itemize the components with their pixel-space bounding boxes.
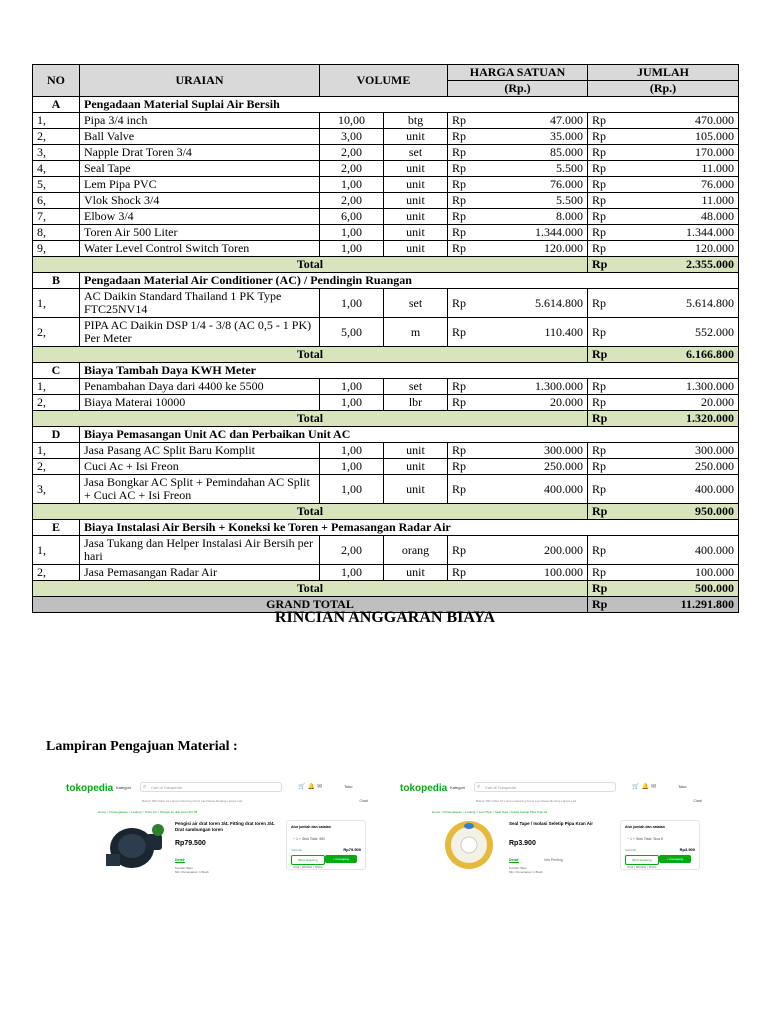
item-unit-price: 85.000: [488, 145, 588, 161]
item-quantity: 1,00: [320, 289, 384, 318]
item-description: Seal Tape: [80, 161, 320, 177]
item-no: 7,: [33, 209, 80, 225]
buy-now-button: Beli Langsung: [291, 855, 325, 865]
tokopedia-logo: tokopedia: [66, 783, 114, 794]
item-quantity: 6,00: [320, 209, 384, 225]
item-total-currency: Rp: [588, 113, 628, 129]
tokopedia-screenshot-2: [396, 778, 708, 874]
item-total: 552.000: [628, 318, 739, 347]
section-total-currency: Rp: [588, 257, 628, 273]
item-unit: unit: [384, 129, 448, 145]
table-row: [33, 209, 739, 225]
grand-total-value: 11.291.800: [628, 597, 739, 613]
product-title: Pengisi air drat toren 3/4. Fitting drat toren 3/4. Drat sambungan toren: [175, 821, 275, 832]
item-unit: unit: [384, 241, 448, 257]
search-placeholder: Cari di Tokopedia: [485, 785, 516, 790]
item-unit: unit: [384, 209, 448, 225]
section-row: [33, 520, 739, 536]
item-price-currency: Rp: [448, 225, 488, 241]
item-unit: unit: [384, 177, 448, 193]
section-title: Biaya Tambah Daya KWH Meter: [80, 363, 739, 379]
item-no: 1,: [33, 379, 80, 395]
meta-condition: Kondisi: Baru: [509, 866, 527, 870]
subtotal-label: Subtotal: [291, 848, 303, 852]
section-row: [33, 273, 739, 289]
item-description: Water Level Control Switch Toren: [80, 241, 320, 257]
item-price-currency: Rp: [448, 536, 488, 565]
item-quantity: 1,00: [320, 241, 384, 257]
product-meta: [175, 866, 209, 874]
section-total-label: Total: [33, 411, 588, 427]
item-total: 400.000: [628, 536, 739, 565]
item-total-currency: Rp: [588, 379, 628, 395]
section-total-currency: Rp: [588, 504, 628, 520]
toko-link: Toko: [678, 784, 687, 789]
item-description: Jasa Bongkar AC Split + Pemindahan AC Split + Cuci AC + Isi Freon: [80, 475, 320, 504]
purchase-panel: [620, 820, 700, 870]
item-total: 48.000: [628, 209, 739, 225]
item-total-currency: Rp: [588, 536, 628, 565]
table-row: [33, 379, 739, 395]
item-description: Cuci Ac + Isi Freon: [80, 459, 320, 475]
item-quantity: 1,00: [320, 565, 384, 581]
item-price-currency: Rp: [448, 475, 488, 504]
section-total-value: 1.320.000: [628, 411, 739, 427]
item-total-currency: Rp: [588, 177, 628, 193]
item-quantity: 1,00: [320, 379, 384, 395]
item-unit-price: 400.000: [488, 475, 588, 504]
item-total-currency: Rp: [588, 318, 628, 347]
item-no: 2,: [33, 395, 80, 411]
add-to-cart-button: + Keranjang: [325, 855, 357, 863]
tokopedia-screenshot-1: [62, 778, 374, 874]
item-price-currency: Rp: [448, 209, 488, 225]
item-total-currency: Rp: [588, 145, 628, 161]
section-title: Pengadaan Material Suplai Air Bersih: [80, 97, 739, 113]
section-row: [33, 427, 739, 443]
panel-footer: Chat | Wishlist | Share: [627, 865, 657, 869]
buy-now-button: Beli Langsung: [625, 855, 659, 865]
table-row: [33, 241, 739, 257]
item-no: 1,: [33, 113, 80, 129]
table-row: [33, 289, 739, 318]
section-code: A: [33, 97, 80, 113]
search-placeholder: Cari di Tokopedia: [151, 785, 182, 790]
item-description: Jasa Pasang AC Split Baru Komplit: [80, 443, 320, 459]
item-quantity: 5,00: [320, 318, 384, 347]
item-unit-price: 20.000: [488, 395, 588, 411]
table-row: [33, 193, 739, 209]
item-total: 105.000: [628, 129, 739, 145]
cart-icon: 🛒: [632, 784, 642, 790]
item-quantity: 1,00: [320, 177, 384, 193]
item-unit-price: 35.000: [488, 129, 588, 145]
item-total: 170.000: [628, 145, 739, 161]
product-image-seal-tape: [436, 818, 502, 870]
tab-info-penting: Info Penting: [544, 858, 563, 862]
item-no: 1,: [33, 536, 80, 565]
item-price-currency: Rp: [448, 289, 488, 318]
item-description: Jasa Tukang dan Helper Instalasi Air Bersih per hari: [80, 536, 320, 565]
item-no: 2,: [33, 459, 80, 475]
item-unit-price: 5.614.800: [488, 289, 588, 318]
item-unit-price: 110.400: [488, 318, 588, 347]
location-label: Ciawi: [359, 799, 368, 803]
kategori-menu: Kategori: [450, 785, 465, 790]
product-image-fitting: [102, 818, 168, 870]
item-unit-price: 1.300.000: [488, 379, 588, 395]
item-unit-price: 76.000: [488, 177, 588, 193]
section-title: Pengadaan Material Air Conditioner (AC) / Pendingin Ruangan: [80, 273, 739, 289]
grand-total-label: GRAND TOTAL: [33, 597, 588, 613]
item-unit: unit: [384, 565, 448, 581]
item-description: Toren Air 500 Liter: [80, 225, 320, 241]
section-total-label: Total: [33, 257, 588, 273]
item-description: PIPA AC Daikin DSP 1/4 - 3/8 (AC 0,5 - 1 PK) Per Meter: [80, 318, 320, 347]
section-total-label: Total: [33, 504, 588, 520]
item-price-currency: Rp: [448, 113, 488, 129]
item-price-currency: Rp: [448, 241, 488, 257]
sub-navigation: Bubuk Tiffin Filter Air Lampu Gantung Kunci Laci Reset Routing Lampu Led: [142, 799, 243, 803]
section-total-row: [33, 581, 739, 597]
section-total-label: Total: [33, 581, 588, 597]
item-total: 5.614.800: [628, 289, 739, 318]
meta-condition: Kondisi: Baru: [175, 866, 193, 870]
item-unit: unit: [384, 225, 448, 241]
panel-title: Atur jumlah dan catatan: [291, 825, 331, 829]
tab-detail: Detail: [509, 858, 519, 862]
table-row: [33, 318, 739, 347]
document-title: RINCIAN ANGGARAN BIAYA: [274, 609, 496, 626]
attachment-label: Lampiran Pengajuan Material :: [46, 739, 238, 754]
section-total-row: [33, 411, 739, 427]
tab-detail: Detail: [175, 858, 185, 862]
header-icons: [632, 783, 658, 790]
item-description: Pipa 3/4 inch: [80, 113, 320, 129]
item-unit-price: 5.500: [488, 161, 588, 177]
item-total: 120.000: [628, 241, 739, 257]
item-description: Lem Pipa PVC: [80, 177, 320, 193]
section-row: [33, 363, 739, 379]
cart-icon: 🛒: [298, 784, 308, 790]
item-no: 9,: [33, 241, 80, 257]
item-total-currency: Rp: [588, 209, 628, 225]
search-icon: ⌕: [143, 784, 147, 790]
header-icons: [298, 783, 324, 790]
item-price-currency: Rp: [448, 565, 488, 581]
item-total-currency: Rp: [588, 129, 628, 145]
item-unit: set: [384, 289, 448, 318]
item-description: Ball Valve: [80, 129, 320, 145]
item-quantity: 2,00: [320, 193, 384, 209]
table-row: [33, 536, 739, 565]
section-total-value: 950.000: [628, 504, 739, 520]
item-unit: lbr: [384, 395, 448, 411]
header-no: NO: [33, 65, 80, 97]
item-no: 6,: [33, 193, 80, 209]
item-quantity: 1,00: [320, 475, 384, 504]
item-unit: unit: [384, 443, 448, 459]
product-price: Rp79.500: [175, 840, 206, 847]
item-quantity: 3,00: [320, 129, 384, 145]
item-unit: unit: [384, 475, 448, 504]
meta-min-order: Min. Pemesanan: 1 Buah: [175, 870, 209, 874]
item-no: 8,: [33, 225, 80, 241]
header-harga-unit: (Rp.): [448, 81, 588, 97]
item-unit-price: 8.000: [488, 209, 588, 225]
item-quantity: 2,00: [320, 536, 384, 565]
search-input: [474, 782, 616, 792]
section-title: Biaya Instalasi Air Bersih + Koneksi ke Toren + Pemasangan Radar Air: [80, 520, 739, 536]
product-price: Rp3.900: [509, 840, 536, 847]
item-unit: unit: [384, 161, 448, 177]
table-row: [33, 443, 739, 459]
budget-table-body: [33, 97, 739, 613]
item-unit-price: 120.000: [488, 241, 588, 257]
item-total-currency: Rp: [588, 193, 628, 209]
item-total: 11.000: [628, 161, 739, 177]
table-row: [33, 459, 739, 475]
item-price-currency: Rp: [448, 145, 488, 161]
mail-icon: ✉: [316, 784, 324, 790]
item-quantity: 10,00: [320, 113, 384, 129]
item-total-currency: Rp: [588, 443, 628, 459]
breadcrumb: Home > Perlengkapan > Ledeng > Toren Air > Pengisi air drat toren 3/4 TB: [98, 810, 198, 814]
item-quantity: 1,00: [320, 459, 384, 475]
table-row: [33, 145, 739, 161]
item-unit: set: [384, 379, 448, 395]
quantity-stepper: − 1 + Stok Total: Sisa 8: [627, 837, 663, 841]
item-unit: m: [384, 318, 448, 347]
item-total: 11.000: [628, 193, 739, 209]
breadcrumb: Home > Perlengkapan > Ledeng > Lem Pipa > Seal Tape / Isolasi Seletip Pipa Kran Air: [432, 810, 548, 814]
section-total-value: 500.000: [628, 581, 739, 597]
item-price-currency: Rp: [448, 395, 488, 411]
table-row: [33, 225, 739, 241]
meta-min-order: Min. Pemesanan: 1 Buah: [509, 870, 543, 874]
panel-title: Atur jumlah dan catatan: [625, 825, 665, 829]
item-unit: orang: [384, 536, 448, 565]
item-quantity: 1,00: [320, 443, 384, 459]
item-total: 300.000: [628, 443, 739, 459]
product-title: Seal Tape / Isolasi Seletip Pipa Kran Air: [509, 821, 594, 826]
item-description: Jasa Pemasangan Radar Air: [80, 565, 320, 581]
table-row: [33, 129, 739, 145]
table-row: [33, 113, 739, 129]
kategori-menu: Kategori: [116, 785, 131, 790]
item-no: 3,: [33, 475, 80, 504]
item-total-currency: Rp: [588, 241, 628, 257]
item-unit-price: 100.000: [488, 565, 588, 581]
item-unit: btg: [384, 113, 448, 129]
item-unit-price: 300.000: [488, 443, 588, 459]
section-total-value: 2.355.000: [628, 257, 739, 273]
search-icon: ⌕: [477, 784, 481, 790]
item-unit: unit: [384, 193, 448, 209]
item-no: 1,: [33, 289, 80, 318]
item-total-currency: Rp: [588, 565, 628, 581]
section-title: Biaya Pemasangan Unit AC dan Perbaikan Unit AC: [80, 427, 739, 443]
header-harga-satuan: HARGA SATUAN: [448, 65, 588, 81]
item-total: 1.344.000: [628, 225, 739, 241]
item-total: 76.000: [628, 177, 739, 193]
item-price-currency: Rp: [448, 379, 488, 395]
item-description: AC Daikin Standard Thailand 1 PK Type FTC25NV14: [80, 289, 320, 318]
item-no: 5,: [33, 177, 80, 193]
header-jumlah-unit: (Rp.): [588, 81, 739, 97]
section-total-row: [33, 257, 739, 273]
product-meta: [509, 866, 543, 874]
item-unit-price: 250.000: [488, 459, 588, 475]
bell-icon: 🔔: [641, 784, 651, 790]
subtotal-label: Subtotal: [625, 848, 637, 852]
table-row: [33, 177, 739, 193]
item-total-currency: Rp: [588, 289, 628, 318]
item-price-currency: Rp: [448, 318, 488, 347]
item-total-currency: Rp: [588, 475, 628, 504]
section-code: C: [33, 363, 80, 379]
item-total-currency: Rp: [588, 225, 628, 241]
toko-link: Toko: [344, 784, 353, 789]
item-no: 2,: [33, 318, 80, 347]
search-input: [140, 782, 282, 792]
item-description: Napple Drat Toren 3/4: [80, 145, 320, 161]
tokopedia-logo: tokopedia: [400, 783, 448, 794]
section-code: E: [33, 520, 80, 536]
item-description: Elbow 3/4: [80, 209, 320, 225]
table-row: [33, 161, 739, 177]
item-total: 1.300.000: [628, 379, 739, 395]
header-jumlah: JUMLAH: [588, 65, 739, 81]
item-unit: set: [384, 145, 448, 161]
item-total-currency: Rp: [588, 161, 628, 177]
subtotal-value: Rp3.900: [679, 847, 695, 852]
item-no: 2,: [33, 565, 80, 581]
header-volume: VOLUME: [320, 65, 448, 97]
table-row: [33, 565, 739, 581]
item-total: 250.000: [628, 459, 739, 475]
section-code: B: [33, 273, 80, 289]
section-total-currency: Rp: [588, 411, 628, 427]
panel-footer: Chat | Wishlist | Share: [293, 865, 323, 869]
purchase-panel: [286, 820, 366, 870]
item-no: 2,: [33, 129, 80, 145]
item-total-currency: Rp: [588, 459, 628, 475]
item-quantity: 2,00: [320, 145, 384, 161]
table-row: [33, 395, 739, 411]
item-total: 470.000: [628, 113, 739, 129]
item-price-currency: Rp: [448, 177, 488, 193]
item-price-currency: Rp: [448, 161, 488, 177]
item-total: 20.000: [628, 395, 739, 411]
item-total: 100.000: [628, 565, 739, 581]
section-total-currency: Rp: [588, 581, 628, 597]
item-quantity: 1,00: [320, 395, 384, 411]
item-no: 1,: [33, 443, 80, 459]
budget-table: [32, 64, 739, 613]
section-total-row: [33, 504, 739, 520]
bell-icon: 🔔: [307, 784, 317, 790]
subtotal-value: Rp79.500: [343, 847, 361, 852]
item-unit-price: 1.344.000: [488, 225, 588, 241]
section-row: [33, 97, 739, 113]
item-quantity: 2,00: [320, 161, 384, 177]
item-no: 3,: [33, 145, 80, 161]
item-unit-price: 47.000: [488, 113, 588, 129]
item-description: Vlok Shock 3/4: [80, 193, 320, 209]
section-total-currency: Rp: [588, 347, 628, 363]
section-total-value: 6.166.800: [628, 347, 739, 363]
item-total: 400.000: [628, 475, 739, 504]
item-description: Biaya Materai 10000: [80, 395, 320, 411]
item-price-currency: Rp: [448, 193, 488, 209]
section-total-row: [33, 347, 739, 363]
quantity-stepper: − 1 + Stok Total: 980: [293, 837, 326, 841]
item-unit: unit: [384, 459, 448, 475]
item-price-currency: Rp: [448, 443, 488, 459]
item-unit-price: 200.000: [488, 536, 588, 565]
header-uraian: URAIAN: [80, 65, 320, 97]
item-total-currency: Rp: [588, 395, 628, 411]
item-no: 4,: [33, 161, 80, 177]
item-quantity: 1,00: [320, 225, 384, 241]
sub-navigation: Bubuk Tiffin Filter Air Lampu Gantung Kunci Laci Reset Routing Lampu Led: [476, 799, 577, 803]
item-description: Penambahan Daya dari 4400 ke 5500: [80, 379, 320, 395]
item-price-currency: Rp: [448, 129, 488, 145]
item-price-currency: Rp: [448, 459, 488, 475]
location-label: Ciawi: [693, 799, 702, 803]
mail-icon: ✉: [650, 784, 658, 790]
section-total-label: Total: [33, 347, 588, 363]
add-to-cart-button: + Keranjang: [659, 855, 691, 863]
table-row: [33, 475, 739, 504]
item-unit-price: 5.500: [488, 193, 588, 209]
section-code: D: [33, 427, 80, 443]
grand-total-currency: Rp: [588, 597, 628, 613]
